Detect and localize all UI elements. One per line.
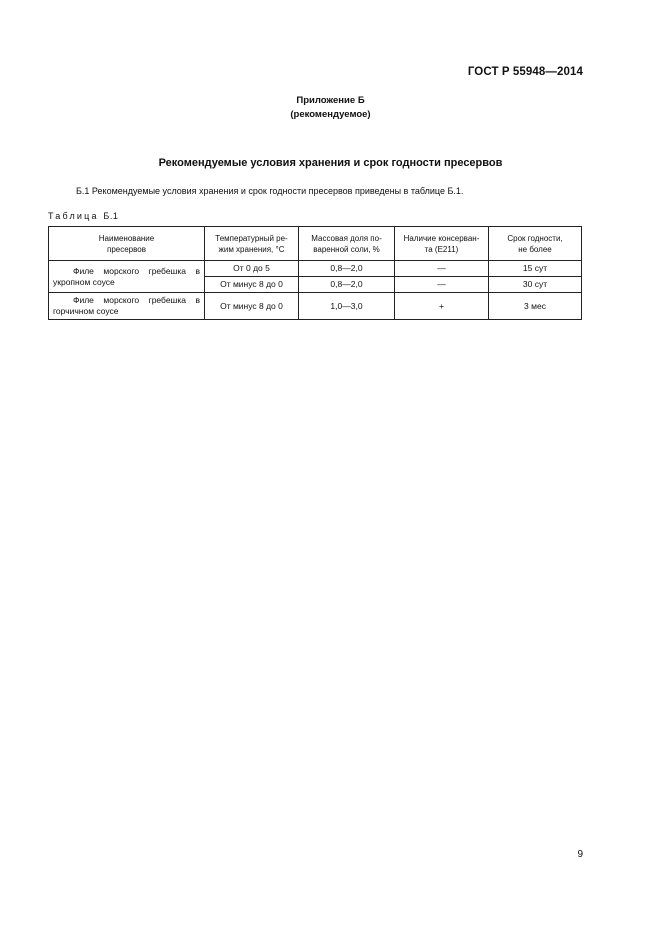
shelf-life-cell: 15 сут bbox=[489, 261, 582, 277]
header-temperature: Температурный ре- жим хранения, °С bbox=[205, 227, 299, 261]
salt-cell: 1,0—3,0 bbox=[299, 293, 395, 320]
header-preservative: Наличие консерван- та (Е211) bbox=[395, 227, 489, 261]
table-caption-number: Б.1 bbox=[103, 211, 119, 221]
temperature-cell: От 0 до 5 bbox=[205, 261, 299, 277]
table-caption bbox=[48, 211, 118, 221]
page-number: 9 bbox=[577, 849, 583, 860]
appendix-status: (рекомендуемое) bbox=[290, 109, 371, 120]
document-code: ГОСТ Р 55948—2014 bbox=[467, 66, 583, 78]
temperature-cell: От минус 8 до 0 bbox=[205, 293, 299, 320]
header-name: Наименование пресервов bbox=[49, 227, 205, 261]
section-paragraph: Б.1 Рекомендуемые условия хранения и срок годности пресервов приведены в таблице Б.1. bbox=[76, 186, 464, 196]
table-row bbox=[49, 293, 582, 320]
product-name-cell: Филе морского гребешка в укропном соусе bbox=[49, 261, 205, 293]
section-title: Рекомендуемые условия хранения и срок годности пресервов bbox=[158, 157, 503, 169]
preservative-cell: — bbox=[395, 261, 489, 277]
preservative-cell: — bbox=[395, 277, 489, 293]
table-header-row bbox=[49, 227, 582, 261]
salt-cell: 0,8—2,0 bbox=[299, 277, 395, 293]
product-name-cell: Филе морского гребешка в горчичном соусе bbox=[49, 293, 205, 320]
temperature-cell: От минус 8 до 0 bbox=[205, 277, 299, 293]
header-shelf-life: Срок годности, не более bbox=[489, 227, 582, 261]
preservative-cell: + bbox=[395, 293, 489, 320]
appendix-heading bbox=[0, 94, 661, 122]
table-caption-label: Таблица bbox=[48, 211, 99, 221]
shelf-life-cell: 3 мес bbox=[489, 293, 582, 320]
shelf-life-cell: 30 сут bbox=[489, 277, 582, 293]
appendix-title: Приложение Б bbox=[296, 95, 365, 106]
header-salt: Массовая доля по- варенной соли, % bbox=[299, 227, 395, 261]
table-row bbox=[49, 261, 582, 277]
salt-cell: 0,8—2,0 bbox=[299, 261, 395, 277]
storage-conditions-table bbox=[48, 226, 582, 320]
